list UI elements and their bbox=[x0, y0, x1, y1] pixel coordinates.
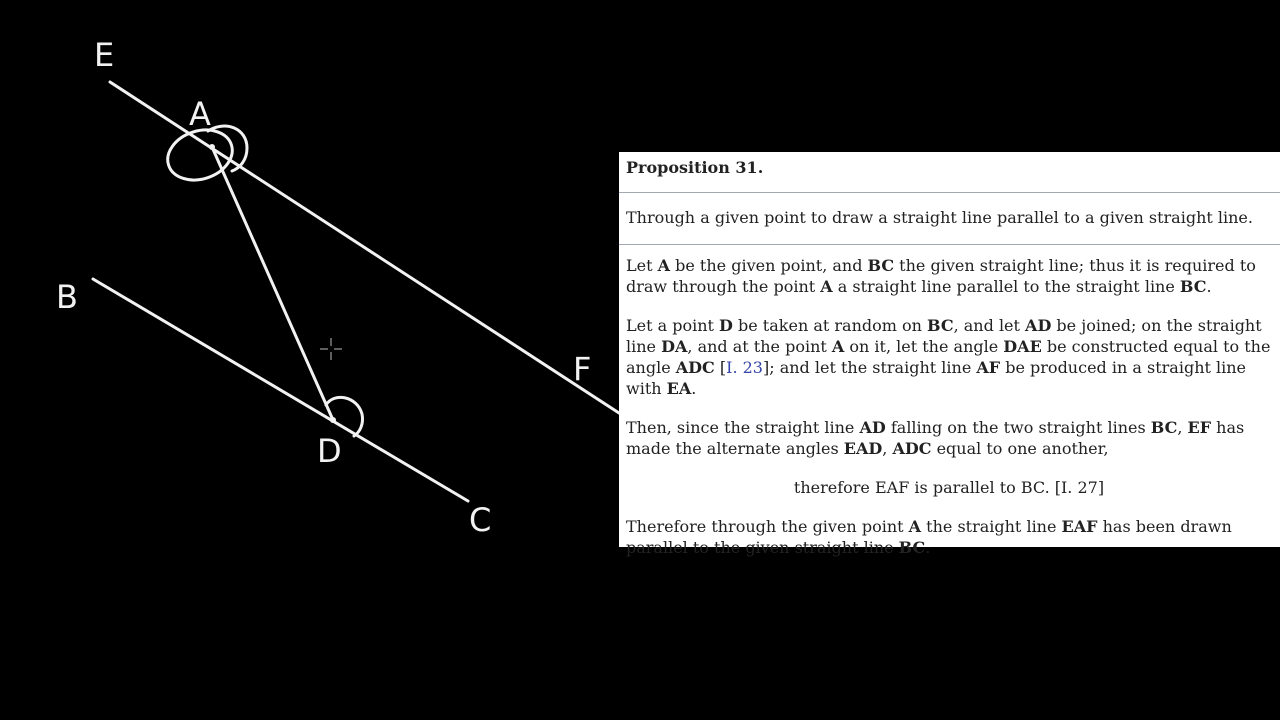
paragraph-conclusion: Therefore through the given point A the straight line EAF has been drawn parallel to the given straight line BC. bbox=[626, 517, 1232, 557]
line-bc bbox=[93, 279, 468, 501]
label-a: A bbox=[189, 95, 211, 133]
label-b: B bbox=[56, 278, 78, 316]
paragraph-proof: Then, since the straight line AD falling on the two straight lines BC, EF has made the alternate angles EAD, ADC equal to one another, bbox=[626, 418, 1245, 458]
paragraph-conclusion-line: therefore EAF is parallel to BC. [I. 27] bbox=[793, 478, 1105, 497]
label-c: C bbox=[469, 501, 492, 539]
reference-link-i23[interactable]: I. 23 bbox=[726, 358, 763, 377]
proposition-text-panel bbox=[619, 152, 1280, 557]
paragraph-setting-out: Let A be the given point, and BC the given straight line; thus it is required to draw through the point A a straight line parallel to the straight line BC. bbox=[626, 256, 1256, 296]
divider bbox=[619, 192, 1280, 193]
cursor-crosshair-icon bbox=[320, 338, 342, 360]
label-f: F bbox=[573, 350, 592, 388]
point-d-dot bbox=[330, 417, 336, 423]
paragraph-construction: Let a point D be taken at random on BC, and let AD be joined; on the straight line DA, and at the point A on it, let the angle DAE be constructed equal to the angle ADC [I. 23]; and let the straight line AF be produced in a straight line with EA. bbox=[626, 316, 1271, 398]
line-ef bbox=[110, 82, 619, 413]
label-d: D bbox=[317, 432, 342, 470]
proposition-title: Proposition 31. bbox=[626, 158, 764, 177]
enunciation: Through a given point to draw a straight line parallel to a given straight line. bbox=[626, 208, 1253, 227]
label-e: E bbox=[94, 36, 115, 74]
point-a-dot bbox=[209, 144, 215, 150]
